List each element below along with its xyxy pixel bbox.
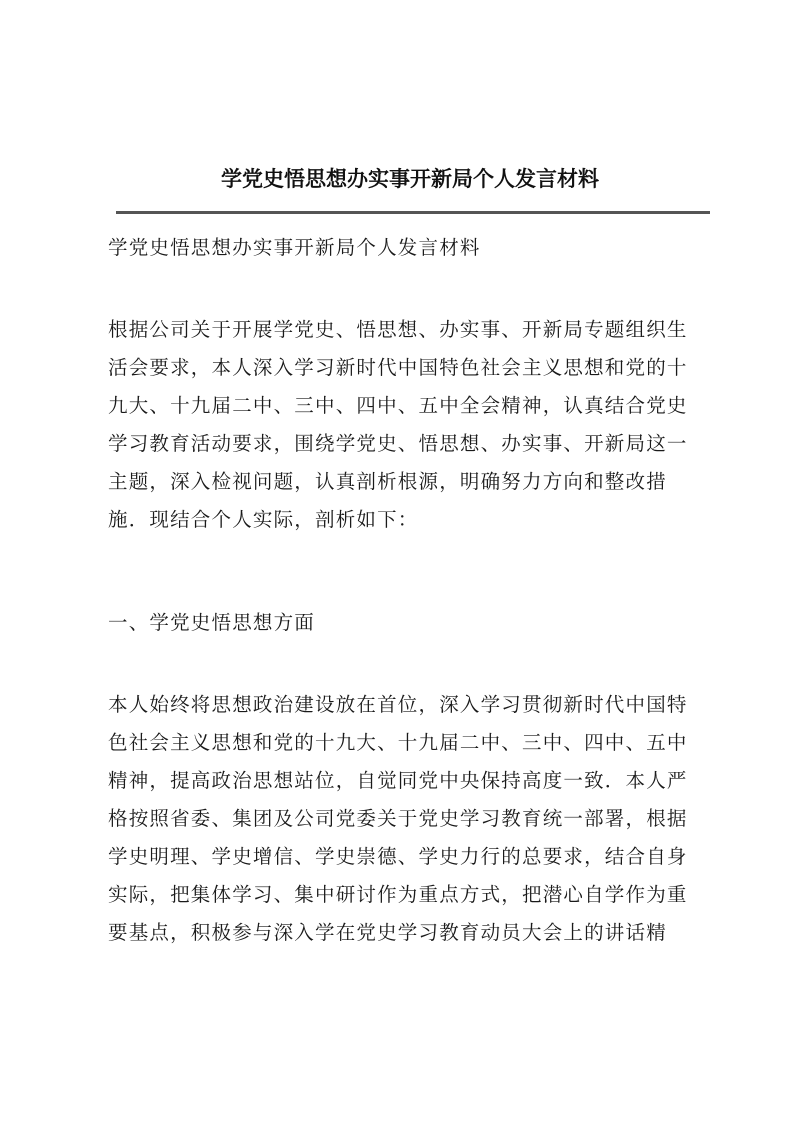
section-heading: 一、学党史悟思想方面 <box>108 611 316 634</box>
document-subtitle: 学党史悟思想办实事开新局个人发言材料 <box>108 236 481 259</box>
title-divider <box>116 211 710 214</box>
section-paragraph: 本人始终将思想政治建设放在首位，深入学习贯彻新时代中国特色社会主义思想和党的十九大、十九届二中、三中、四中、五中精神，提高政治思想站位，自觉同党中央保持高度一致．本人严格按照省委、集团及公司党委关于党史学习教育统一部署，根据学史明理、学史增信、学史崇德、学史力行的总要求，结合自身实际，把集体学习、集中研讨作为重点方式，把潜心自学作为重要基点，积极参与深入学在党史学习教育动员大会上的讲话精 <box>108 693 688 944</box>
intro-paragraph: 根据公司关于开展学党史、悟思想、办实事、开新局专题组织生活会要求，本人深入学习新时代中国特色社会主义思想和党的十九大、十九届二中、三中、四中、五中全会精神，认真结合党史学习教育活动要求，围绕学党史、悟思想、办实事、开新局这一主题，深入检视问题，认真剖析根源，明确努力方向和整改措施．现结合个人实际，剖析如下： <box>108 318 688 531</box>
document-title: 学党史悟思想办实事开新局个人发言材料 <box>221 166 599 191</box>
